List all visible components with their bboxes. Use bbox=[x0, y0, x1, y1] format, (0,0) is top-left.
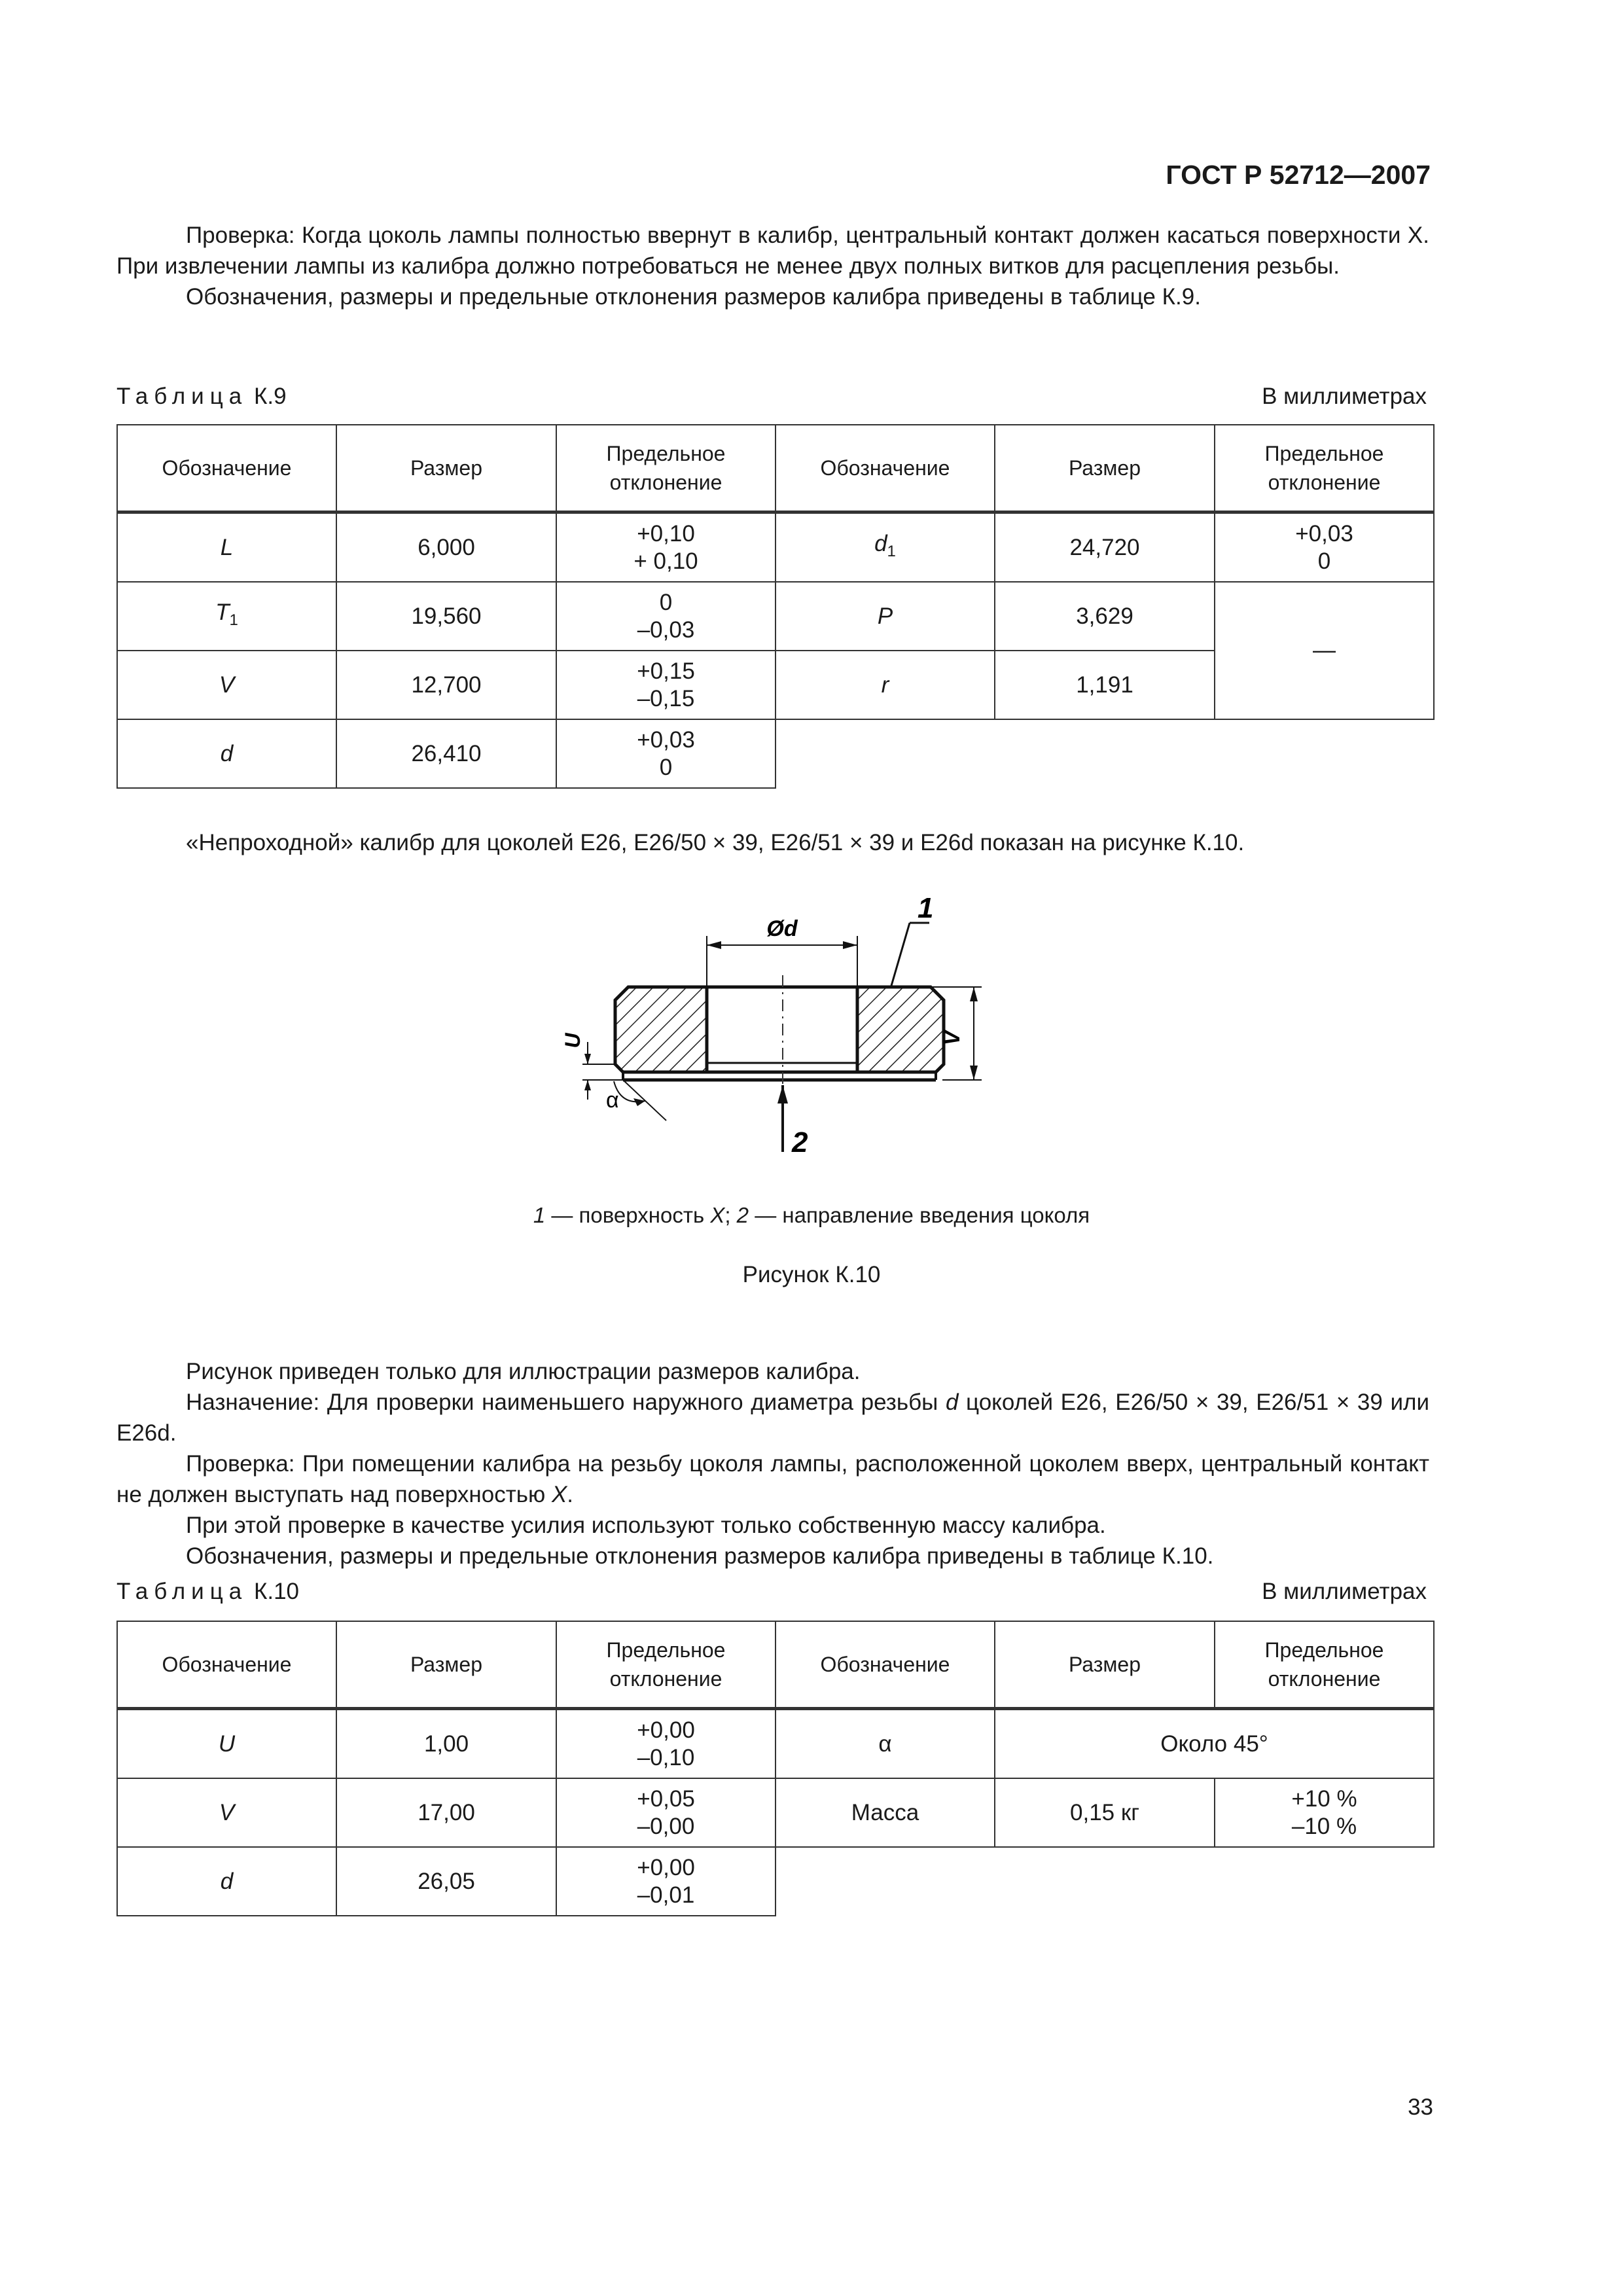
header-deviation: Предельное отклонение bbox=[556, 425, 776, 512]
table9-caption-word: Таблица bbox=[116, 384, 248, 409]
designation-cell: $T_1$ bbox=[117, 582, 336, 651]
figure-legend: 1 — поверхность X; 2 — направление введения цоколя bbox=[533, 1203, 1090, 1227]
header-size: Размер bbox=[336, 1621, 556, 1709]
designation-cell: $d_1$ bbox=[776, 512, 995, 583]
header-designation: Обозначение bbox=[117, 1621, 336, 1709]
header-designation: Обозначение bbox=[776, 1621, 995, 1709]
deviation-cell: +0,00 –0,01 bbox=[556, 1847, 776, 1916]
illustration-note: Рисунок приведен только для иллюстрации размеров калибра. bbox=[186, 1359, 861, 1384]
table-row bbox=[117, 1778, 1434, 1847]
alpha-value-cell: Около 45° bbox=[995, 1709, 1434, 1779]
designation-cell: r bbox=[776, 651, 995, 719]
size-cell: 3,629 bbox=[995, 582, 1215, 651]
size-cell: 6,000 bbox=[336, 512, 556, 583]
table9-caption bbox=[116, 384, 287, 410]
table-k9 bbox=[116, 424, 1435, 789]
table10-caption-word: Таблица bbox=[116, 1579, 248, 1604]
size-cell: 26,410 bbox=[336, 719, 556, 788]
body-text bbox=[116, 1356, 1429, 1571]
standard-number: ГОСТ Р 52712—2007 bbox=[1166, 160, 1431, 190]
designation-cell: d bbox=[117, 1847, 336, 1916]
check-paragraph: Проверка: При помещении калибра на резьбу цоколя лампы, расположенной цоколем вверх, центральный контакт не должен выступать над поверхностью X. bbox=[116, 1451, 1429, 1507]
designation-cell: V bbox=[117, 1778, 336, 1847]
callout-2: 2 bbox=[792, 1126, 808, 1158]
designation-cell: V bbox=[117, 651, 336, 719]
table-row bbox=[117, 1847, 1434, 1916]
header-deviation: Предельное отклонение bbox=[1215, 425, 1434, 512]
table10-caption-number: К.10 bbox=[253, 1579, 300, 1604]
deviation-cell: +0,00 –0,10 bbox=[556, 1709, 776, 1779]
deviation-cell: +0,03 0 bbox=[1215, 512, 1434, 583]
purpose-paragraph: Назначение: Для проверки наименьшего наружного диаметра резьбы d цоколей E26, E26/50 × 39, E26/51 × 39 или E26d. bbox=[116, 1390, 1430, 1446]
table9-unit: В миллиметрах bbox=[1262, 384, 1427, 409]
figure-caption: Рисунок К.10 bbox=[742, 1262, 881, 1287]
deviation-cell: +0,05 –0,00 bbox=[556, 1778, 776, 1847]
table10-reference: Обозначения, размеры и предельные отклонения размеров калибра приведены в таблице К.10. bbox=[186, 1543, 1214, 1569]
size-cell: 19,560 bbox=[336, 582, 556, 651]
header-size: Размер bbox=[995, 425, 1215, 512]
v-label: V bbox=[940, 1030, 965, 1046]
intro-text bbox=[116, 220, 1429, 312]
designation-cell: α bbox=[776, 1709, 995, 1779]
designation-cell: Масса bbox=[776, 1778, 995, 1847]
designation-cell: L bbox=[117, 512, 336, 583]
table-row bbox=[117, 1709, 1434, 1779]
callout-1: 1 bbox=[918, 892, 934, 924]
designation-cell: P bbox=[776, 582, 995, 651]
header-size: Размер bbox=[995, 1621, 1215, 1709]
size-cell: 17,00 bbox=[336, 1778, 556, 1847]
gauge-section-right bbox=[857, 987, 944, 1072]
table9-reference: Обозначения, размеры и предельные отклонения размеров калибра приведены в таблице К.9. bbox=[186, 284, 1201, 310]
page-number: 33 bbox=[1408, 2094, 1433, 2120]
deviation-cell: +0,10 + 0,10 bbox=[556, 512, 776, 583]
alpha-label: α bbox=[606, 1088, 619, 1113]
deviation-cell: +0,15 –0,15 bbox=[556, 651, 776, 719]
merged-deviation-cell: — bbox=[1215, 582, 1434, 719]
table-k10 bbox=[116, 1621, 1435, 1916]
size-cell: 1,191 bbox=[995, 651, 1215, 719]
figure-intro: «Непроходной» калибр для цоколей E26, E26/50 × 39, E26/51 × 39 и E26d показан на рисунке К.10. bbox=[186, 830, 1245, 855]
size-cell: 12,700 bbox=[336, 651, 556, 719]
size-cell: 24,720 bbox=[995, 512, 1215, 583]
table-row bbox=[117, 512, 1434, 583]
check-paragraph: Проверка: Когда цоколь лампы полностью ввернут в калибр, центральный контакт должен касаться поверхности X. При извлечении лампы из калибра должно потребоваться не менее двух полных витков для расцепления резьбы. bbox=[116, 223, 1429, 279]
diameter-label: Ød bbox=[766, 916, 798, 941]
size-cell: 0,15 кг bbox=[995, 1778, 1215, 1847]
size-cell: 1,00 bbox=[336, 1709, 556, 1779]
table-row bbox=[117, 719, 1434, 788]
deviation-cell: +10 % –10 % bbox=[1215, 1778, 1434, 1847]
table10-caption bbox=[116, 1579, 299, 1605]
deviation-cell: 0 –0,03 bbox=[556, 582, 776, 651]
header-designation: Обозначение bbox=[776, 425, 995, 512]
table9-caption-number: К.9 bbox=[253, 384, 287, 409]
table-row bbox=[117, 582, 1434, 651]
table10-unit: В миллиметрах bbox=[1262, 1579, 1427, 1604]
u-label: U bbox=[561, 1033, 584, 1049]
deviation-cell: +0,03 0 bbox=[556, 719, 776, 788]
header-deviation: Предельное отклонение bbox=[1215, 1621, 1434, 1709]
header-designation: Обозначение bbox=[117, 425, 336, 512]
designation-cell: d bbox=[117, 719, 336, 788]
header-size: Размер bbox=[336, 425, 556, 512]
force-note: При этой проверке в качестве усилия используют только собственную массу калибра. bbox=[186, 1513, 1106, 1538]
designation-cell: U bbox=[117, 1709, 336, 1779]
gauge-drawing bbox=[550, 890, 1047, 1165]
size-cell: 26,05 bbox=[336, 1847, 556, 1916]
gauge-section-left bbox=[615, 987, 707, 1072]
header-deviation: Предельное отклонение bbox=[556, 1621, 776, 1709]
